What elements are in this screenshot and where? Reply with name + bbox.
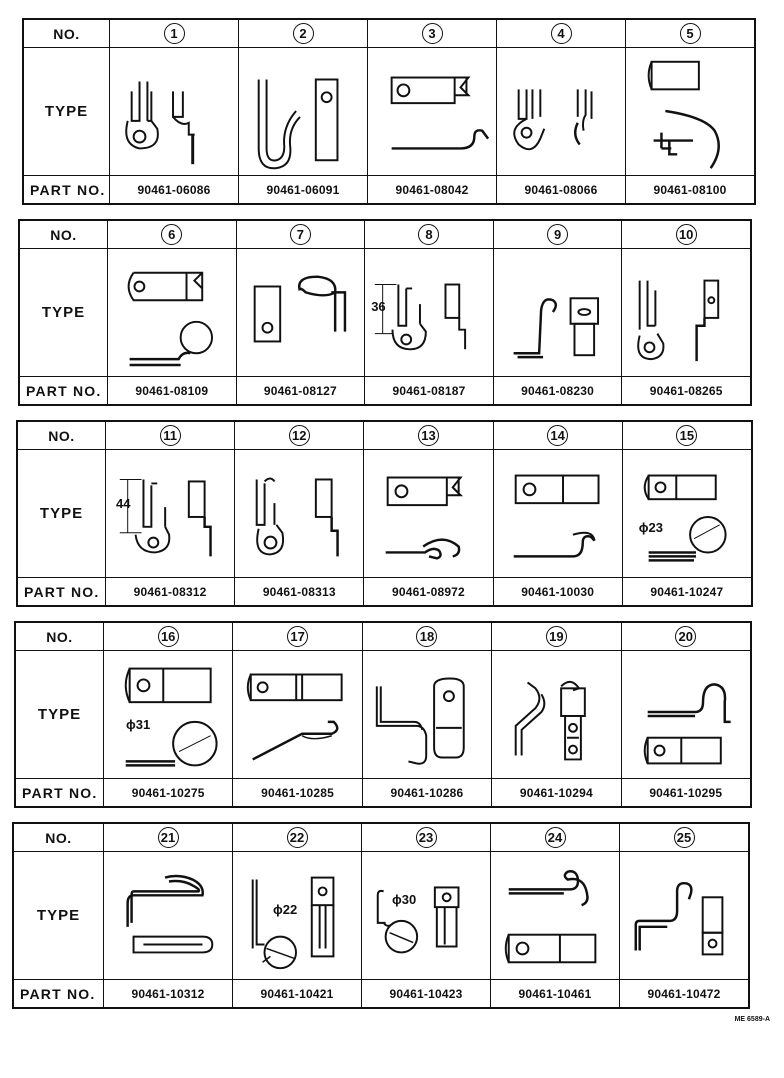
- clamp-drawing-14: [493, 450, 622, 578]
- clamp-drawing-11: [106, 450, 235, 578]
- item-number-22: 22: [233, 824, 362, 852]
- clamp-drawing-6: [108, 249, 237, 377]
- part-number: 90461-10312: [104, 980, 233, 1008]
- item-number-24: 24: [491, 824, 620, 852]
- part-no-header: PART NO.: [16, 779, 104, 807]
- part-number: 90461-08312: [106, 578, 235, 606]
- part-number: 90461-10294: [492, 779, 621, 807]
- part-number: 90461-10247: [622, 578, 751, 606]
- item-number-9: 9: [493, 221, 622, 249]
- type-header: TYPE: [24, 48, 110, 176]
- clamp-drawing-15: [622, 450, 751, 578]
- clamp-drawing-17: [233, 651, 362, 779]
- part-number: 90461-08972: [364, 578, 493, 606]
- item-number-10: 10: [622, 221, 751, 249]
- type-header: TYPE: [18, 450, 106, 578]
- clamp-drawing-13: [364, 450, 493, 578]
- clamp-drawing-25: [620, 852, 749, 980]
- item-number-20: 20: [621, 623, 750, 651]
- item-number-15: 15: [622, 422, 751, 450]
- item-number-12: 12: [235, 422, 364, 450]
- dimension-label: ϕ22: [273, 902, 298, 917]
- clamp-drawing-12: [235, 450, 364, 578]
- item-number-19: 19: [492, 623, 621, 651]
- part-number: 90461-10275: [104, 779, 233, 807]
- no-header: NO.: [18, 422, 106, 450]
- part-number: 90461-08042: [368, 176, 497, 204]
- item-number-2: 2: [239, 20, 368, 48]
- part-number: 90461-10285: [233, 779, 362, 807]
- part-number: 90461-08100: [626, 176, 755, 204]
- clamp-drawing-4: [497, 48, 626, 176]
- part-number: 90461-08265: [622, 377, 751, 405]
- part-no-header: PART NO.: [18, 578, 106, 606]
- item-number-14: 14: [493, 422, 622, 450]
- item-number-7: 7: [236, 221, 365, 249]
- part-number: 90461-08313: [235, 578, 364, 606]
- clamp-drawing-24: [491, 852, 620, 980]
- part-number: 90461-08066: [497, 176, 626, 204]
- item-number-25: 25: [620, 824, 749, 852]
- dimension-label: ϕ23: [638, 520, 663, 535]
- part-no-header: PART NO.: [24, 176, 110, 204]
- part-number: 90461-06091: [239, 176, 368, 204]
- part-number: 90461-10423: [362, 980, 491, 1008]
- dimension-label: ϕ31: [126, 717, 151, 732]
- clamp-drawing-23: [362, 852, 491, 980]
- no-header: NO.: [14, 824, 104, 852]
- item-number-8: 8: [365, 221, 494, 249]
- part-number: 90461-10461: [491, 980, 620, 1008]
- part-number: 90461-08187: [365, 377, 494, 405]
- item-number-3: 3: [368, 20, 497, 48]
- part-number: 90461-10421: [233, 980, 362, 1008]
- clamp-drawing-10: [622, 249, 751, 377]
- part-number: 90461-08127: [236, 377, 365, 405]
- clamp-table-block-1: [22, 18, 756, 205]
- clamp-table-block-5: [12, 822, 750, 1009]
- item-number-6: 6: [108, 221, 237, 249]
- dimension-label: ϕ30: [392, 892, 417, 907]
- part-number: 90461-08230: [493, 377, 622, 405]
- clamp-table-block-4: [14, 621, 752, 808]
- type-header: TYPE: [16, 651, 104, 779]
- clamp-drawing-18: [362, 651, 491, 779]
- clamp-table-block-2: [18, 219, 752, 406]
- part-number: 90461-08109: [108, 377, 237, 405]
- part-number: 90461-10030: [493, 578, 622, 606]
- item-number-16: 16: [104, 623, 233, 651]
- clamp-drawing-2: [239, 48, 368, 176]
- part-number: 90461-10286: [362, 779, 491, 807]
- clamp-drawing-5: [626, 48, 755, 176]
- clamp-drawing-16: [104, 651, 233, 779]
- clamp-drawing-22: [233, 852, 362, 980]
- no-header: NO.: [16, 623, 104, 651]
- clamp-drawing-20: [621, 651, 750, 779]
- item-number-1: 1: [110, 20, 239, 48]
- part-no-header: PART NO.: [14, 980, 104, 1008]
- clamp-drawing-7: [236, 249, 365, 377]
- clamp-table-block-3: [16, 420, 753, 607]
- clamp-drawing-8: [365, 249, 494, 377]
- item-number-17: 17: [233, 623, 362, 651]
- no-header: NO.: [24, 20, 110, 48]
- type-header: TYPE: [14, 852, 104, 980]
- clamp-drawing-21: [104, 852, 233, 980]
- item-number-11: 11: [106, 422, 235, 450]
- clamp-drawing-19: [492, 651, 621, 779]
- dimension-label: 36: [371, 299, 386, 314]
- part-number: 90461-10472: [620, 980, 749, 1008]
- item-number-21: 21: [104, 824, 233, 852]
- clamp-drawing-3: [368, 48, 497, 176]
- item-number-23: 23: [362, 824, 491, 852]
- clamp-drawing-1: [110, 48, 239, 176]
- part-number: 90461-06086: [110, 176, 239, 204]
- item-number-5: 5: [626, 20, 755, 48]
- document-code: ME 6589-A: [734, 1016, 770, 1023]
- type-header: TYPE: [20, 249, 108, 377]
- item-number-18: 18: [362, 623, 491, 651]
- part-no-header: PART NO.: [20, 377, 108, 405]
- dimension-label: 44: [116, 496, 131, 511]
- clamp-drawing-9: [493, 249, 622, 377]
- item-number-4: 4: [497, 20, 626, 48]
- part-number: 90461-10295: [621, 779, 750, 807]
- no-header: NO.: [20, 221, 108, 249]
- item-number-13: 13: [364, 422, 493, 450]
